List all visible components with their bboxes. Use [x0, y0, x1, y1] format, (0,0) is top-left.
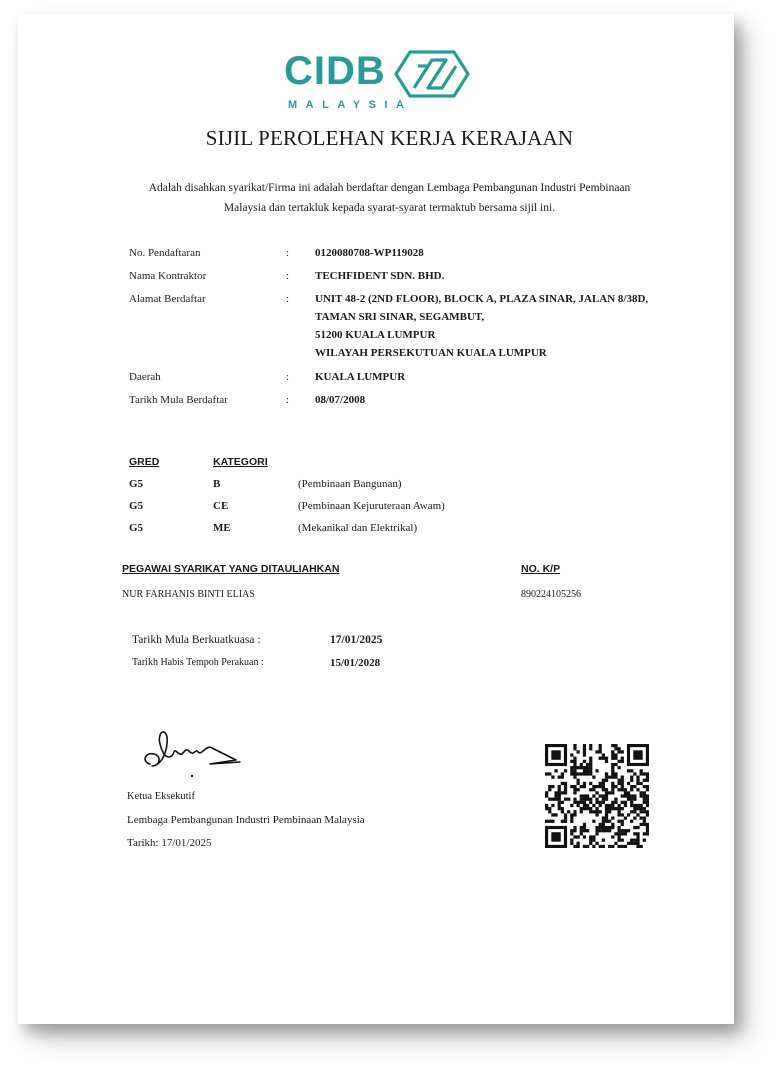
officer-header: PEGAWAI SYARIKAT YANG DITAULIAHKAN [122, 563, 340, 575]
no-pendaftaran-label: No. Pendaftaran [129, 247, 201, 259]
grade-row-gred: G5 [129, 522, 144, 534]
alamat-line: UNIT 48-2 (2ND FLOOR), BLOCK A, PLAZA SINAR, JALAN 8/38D, [315, 293, 649, 305]
gred-header: GRED [129, 456, 160, 468]
officer-kp: 890224105256 [521, 589, 581, 600]
grade-row-gred: G5 [129, 478, 144, 490]
logo-brand-text: CIDB [284, 49, 386, 93]
daerah-label: Daerah [129, 371, 161, 383]
tarikh-mula-berdaftar-value: 08/07/2008 [315, 394, 366, 406]
certificate-sheet [18, 14, 734, 1024]
grade-row-gred: G5 [129, 500, 144, 512]
alamat-line: 51200 KUALA LUMPUR [315, 329, 436, 341]
colon: : [286, 371, 290, 383]
officer-name: NUR FARHANIS BINTI ELIAS [122, 589, 255, 600]
certificate-title: SIJIL PEROLEHAN KERJA KERAJAAN [205, 126, 574, 150]
grade-row-kategori: CE [213, 500, 229, 512]
logo-hexagon-icon [396, 52, 468, 96]
grade-row-kategori: ME [213, 522, 231, 534]
cidb-logo [268, 44, 478, 114]
cidb-logo-mark [268, 44, 478, 114]
grade-row-desc: (Mekanikal dan Elektrikal) [298, 522, 418, 534]
alamat-line: TAMAN SRI SINAR, SEGAMBUT, [315, 311, 485, 323]
alamat-label: Alamat Berdaftar [129, 293, 206, 305]
signature-image [140, 722, 250, 782]
qr-code-icon [545, 744, 649, 848]
tarikh-mula-berkuatkuasa-label: Tarikh Mula Berkuatkuasa : [132, 634, 261, 646]
alamat-line: WILAYAH PERSEKUTUAN KUALA LUMPUR [315, 347, 547, 359]
grade-row-desc: (Pembinaan Kejuruteraan Awam) [298, 500, 445, 512]
tarikh-habis-label: Tarikh Habis Tempoh Perakuan : [132, 657, 264, 668]
tarikh-mula-berkuatkuasa-value: 17/01/2025 [330, 634, 383, 646]
daerah-value: KUALA LUMPUR [315, 371, 406, 383]
nama-kontraktor-value: TECHFIDENT SDN. BHD. [315, 270, 445, 282]
grade-row-kategori: B [213, 478, 221, 490]
colon: : [286, 394, 290, 406]
colon: : [286, 293, 290, 305]
kp-header: NO. K/P [521, 563, 561, 575]
signatory-title: Ketua Eksekutif [127, 791, 195, 802]
nama-kontraktor-label: Nama Kontraktor [129, 270, 207, 282]
intro-line-1: Adalah disahkan syarikat/Firma ini adalah berdaftar dengan Lembaga Pembangunan Industri Pembinaan [148, 182, 631, 194]
logo-sub-text: MALAYSIA [288, 99, 413, 111]
kategori-header: KATEGORI [213, 456, 268, 468]
tarikh-habis-value: 15/01/2028 [330, 657, 381, 669]
colon: : [286, 247, 290, 259]
no-pendaftaran-value: 0120080708-WP119028 [315, 247, 424, 259]
signature-date: Tarikh: 17/01/2025 [127, 837, 212, 849]
intro-line-2: Malaysia dan tertakluk kepada syarat-syarat termaktub bersama sijil ini. [223, 202, 556, 214]
colon: : [286, 270, 290, 282]
signatory-org: Lembaga Pembangunan Industri Pembinaan Malaysia [127, 814, 365, 826]
tarikh-mula-berdaftar-label: Tarikh Mula Berdaftar [129, 394, 228, 406]
grade-row-desc: (Pembinaan Bangunan) [298, 478, 402, 490]
